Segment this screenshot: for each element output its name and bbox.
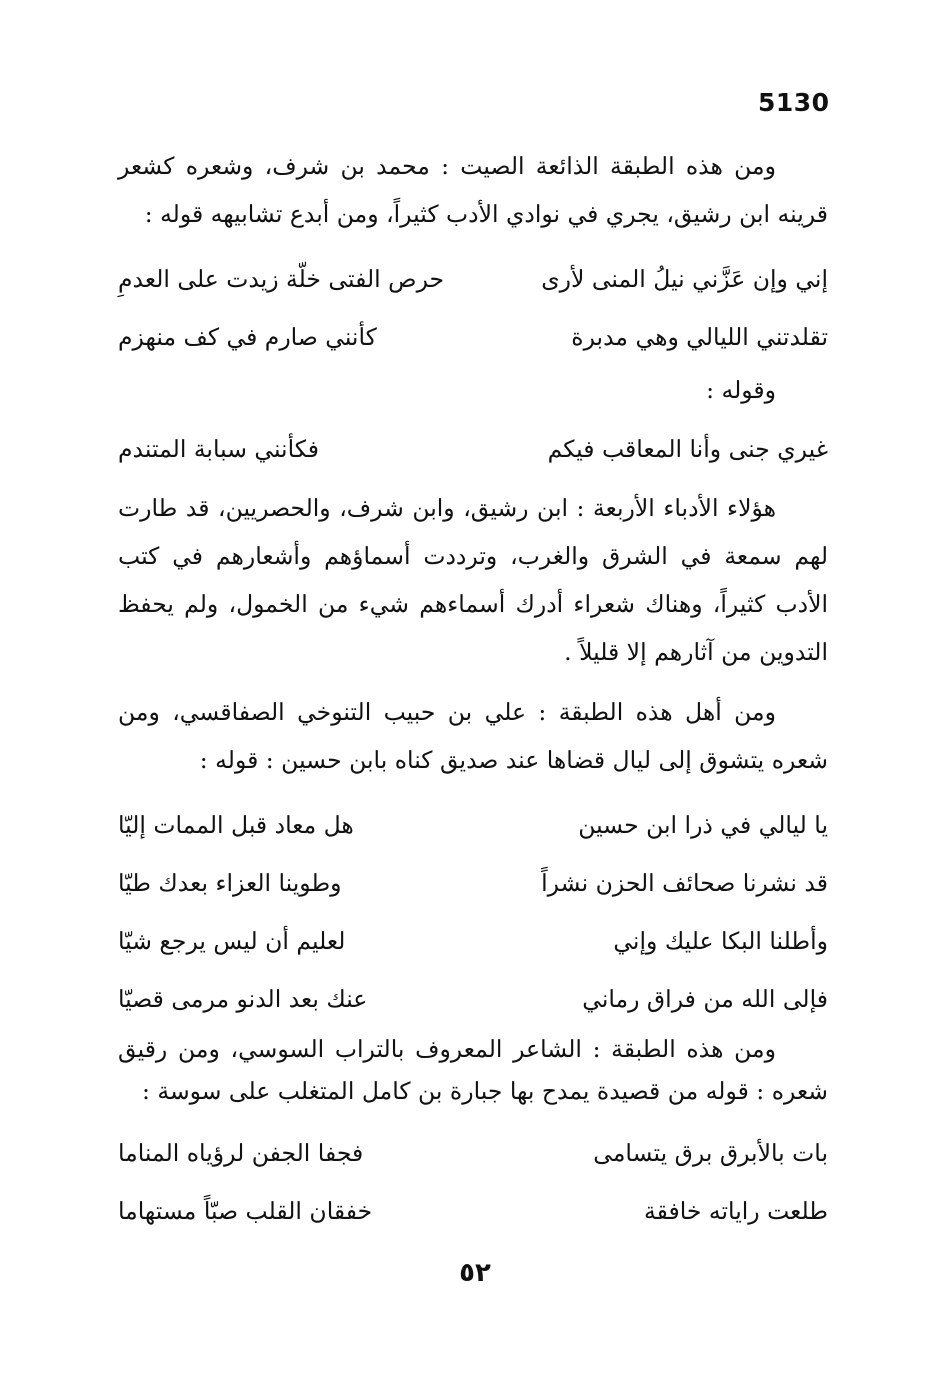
verse-line — [118, 420, 828, 478]
poem-turab-susi — [118, 1124, 828, 1240]
verse-line — [118, 854, 828, 912]
verse-second-hemistich: كأنني صارم في كف منهزم — [118, 323, 377, 351]
verse-first-hemistich: وأطلنا البكا عليك وإني — [613, 927, 828, 955]
verse-second-hemistich: هل معاد قبل الممات إليّا — [118, 811, 354, 839]
paragraph-tanukhi: ومن أهل هذه الطبقة : علي بن حبيب التنوخي الصفاقسي، ومن شعره يتشوق إلى ليال قضاها عند صديق كناه بابن حسين : قوله : — [118, 698, 828, 774]
paragraph-ibn-sharaf: ومن هذه الطبقة الذائعة الصيت : محمد بن شرف، وشعره كشعر قرينه ابن رشيق، يجري في نوادي الأدب كثيراً، ومن أبدع تشابيهه قوله : — [118, 152, 828, 228]
verse-second-hemistich: لعليم أن ليس يرجع شيّا — [118, 927, 346, 955]
verse-line — [118, 1124, 828, 1182]
folio-number: ٥٢ — [459, 1258, 491, 1288]
paragraph-four-writers: هؤلاء الأدباء الأربعة : ابن رشيق، وابن شرف، والحصريين، قد طارت لهم سمعة في الشرق والغرب، وترددت أسماؤهم وأشعارهم في كتب الأدب كثيراً، وهناك شعراء أدرك أسماءهم شيء من الخمول، ولم يحفظ التدوين من آثارهم إلا قليلاً . — [118, 494, 828, 666]
verse-second-hemistich: فجفا الجفن لرؤياه المناما — [118, 1139, 364, 1167]
verse-line — [118, 1182, 828, 1240]
verse-second-hemistich: عنك بعد الدنو مرمى قصيّا — [118, 985, 368, 1013]
verse-second-hemistich: فكأنني سبابة المتندم — [118, 435, 319, 463]
running-page-number: 5130 — [758, 88, 830, 117]
verse-first-hemistich: تقلدتني الليالي وهي مدبرة — [571, 323, 828, 351]
verse-second-hemistich: وطوينا العزاء بعدك طيّا — [118, 869, 342, 897]
verse-first-hemistich: إني وإن عَزَّني نيلُ المنى لأرى — [541, 265, 828, 293]
poem-ibn-sharaf-2 — [118, 420, 828, 478]
verse-first-hemistich: قد نشرنا صحائف الحزن نشراً — [541, 869, 828, 897]
verse-first-hemistich: طلعت راياته خافقة — [644, 1197, 828, 1225]
page-body — [118, 142, 828, 1240]
verse-line — [118, 250, 828, 308]
paragraph-turab-susi: ومن هذه الطبقة : الشاعر المعروف بالتراب السوسي، ومن رقيق شعره : قوله من قصيدة يمدح بها جبارة بن كامل المتغلب على سوسة : — [118, 1035, 828, 1105]
verse-first-hemistich: غيري جنى وأنا المعاقب فيكم — [547, 435, 828, 463]
verse-line — [118, 970, 828, 1028]
verse-intro: وقوله : — [706, 376, 776, 404]
verse-line — [118, 796, 828, 854]
poem-ibn-sharaf — [118, 250, 828, 366]
verse-first-hemistich: يا ليالي في ذرا ابن حسين — [578, 811, 828, 839]
verse-line — [118, 912, 828, 970]
poem-tanukhi — [118, 796, 828, 1028]
verse-second-hemistich: حرص الفتى خلّة زيدت على العدمِ — [118, 265, 445, 293]
verse-first-hemistich: فإلى الله من فراق رماني — [582, 985, 828, 1013]
verse-second-hemistich: خفقان القلب صبّاً مستهاما — [118, 1197, 373, 1225]
verse-line — [118, 308, 828, 366]
verse-first-hemistich: بات بالأبرق برق يتسامى — [593, 1139, 828, 1167]
